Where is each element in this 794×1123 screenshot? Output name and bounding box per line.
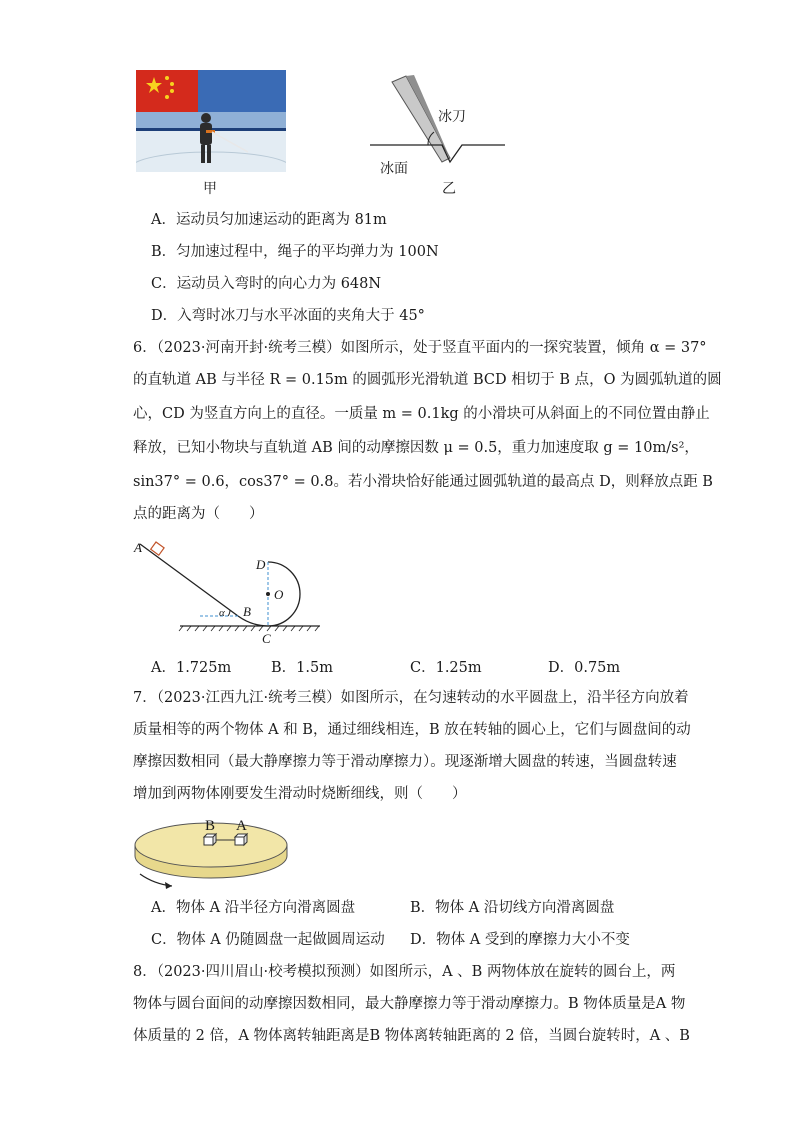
q7-option-c: C．物体 A 仍随圆盘一起做圆周运动 xyxy=(151,932,385,948)
q6-line-5: sin37° = 0.6，cos37° = 0.8。若小滑块恰好能通过圆弧轨道的最高点 D，则释放点距 B xyxy=(133,474,713,490)
q6-line-2: 的直轨道 AB 与半径 R = 0.15m 的圆弧形光滑轨道 BCD 相切于 B 点，O 为圆弧轨道的圆 xyxy=(133,372,722,388)
q6-option-a: A．1.725m xyxy=(151,660,232,676)
q7-option-a: A．物体 A 沿半径方向滑离圆盘 xyxy=(151,900,356,916)
q8-line-2: 物体与圆台面间的动摩擦因数相同，最大静摩擦力等于滑动摩擦力。B 物体质量是A 物 xyxy=(133,996,686,1012)
ice-label: 冰面 xyxy=(380,161,408,177)
q6-track-drawing xyxy=(128,532,328,650)
photo-speed-skater xyxy=(136,70,286,172)
q7-option-d: D．物体 A 受到的摩擦力大小不变 xyxy=(410,932,630,948)
q6-line-6: 点的距离为（ ） xyxy=(133,506,264,522)
q7-label-a: A xyxy=(236,818,247,834)
q8-line-3: 体质量的 2 倍，A 物体离转轴距离是B 物体离转轴距离的 2 倍，当圆台旋转时，A 、B xyxy=(133,1028,690,1044)
q7-option-b: B．物体 A 沿切线方向滑离圆盘 xyxy=(410,900,615,916)
q7-line-2: 质量相等的两个物体 A 和 B，通过细线相连，B 放在转轴的圆心上，它们与圆盘间的动 xyxy=(133,722,691,738)
q6-option-c: C．1.25m xyxy=(410,660,482,676)
q5-option-b: B．匀加速过程中，绳子的平均弹力为 100N xyxy=(151,244,439,260)
q8-line-1: 8．（2023·四川眉山·校考模拟预测）如图所示，A 、B 两物体放在旋转的圆台上，两 xyxy=(133,964,676,980)
q5-option-a: A．运动员匀加速运动的距离为 81m xyxy=(151,212,387,228)
q6-option-d: D．0.75m xyxy=(548,660,621,676)
photo-caption: 甲 xyxy=(203,181,217,197)
q6-track-figure xyxy=(128,532,328,650)
photo-illustration xyxy=(136,70,286,172)
q7-line-1: 7．（2023·江西九江·统考三模）如图所示，在匀速转动的水平圆盘上，沿半径方向放着 xyxy=(133,690,689,706)
q6-line-4: 释放，已知小物块与直轨道 AB 间的动摩擦因数 μ = 0.5，重力加速度取 g = 10m/s²， xyxy=(133,440,699,456)
q7-line-3: 摩擦因数相同（最大静摩擦力等于滑动摩擦力）。现逐渐增大圆盘的转速，当圆盘转速 xyxy=(133,754,677,770)
q6-option-b: B．1.5m xyxy=(271,660,333,676)
q7-label-b: B xyxy=(205,818,216,834)
q6-label-d: D xyxy=(256,557,266,572)
q6-label-o: O xyxy=(274,587,284,602)
q6-line-1: 6．（2023·河南开封·统考三模）如图所示，处于竖直平面内的一探究装置，倾角 α = 37° xyxy=(133,340,707,356)
q5-option-c: C．运动员入弯时的向心力为 648N xyxy=(151,276,382,292)
q7-block-a xyxy=(235,834,247,845)
q7-line-4: 增加到两物体刚要发生滑动时烧断细线，则（ ） xyxy=(133,786,467,802)
q6-label-b: B xyxy=(243,604,251,619)
q6-label-alpha: α xyxy=(219,607,225,619)
q7-block-b xyxy=(204,834,216,845)
q5-option-d: D．入弯时冰刀与水平冰面的夹角大于 45° xyxy=(151,308,425,324)
q6-label-a: A xyxy=(134,540,142,555)
sketch-caption: 乙 xyxy=(442,181,456,197)
q6-line-3: 心，CD 为竖直方向上的直径。一质量 m = 0.1kg 的小滑块可从斜面上的不同位置由静止 xyxy=(133,406,710,422)
q6-label-c: C xyxy=(262,631,271,646)
blade-label: 冰刀 xyxy=(438,109,466,125)
